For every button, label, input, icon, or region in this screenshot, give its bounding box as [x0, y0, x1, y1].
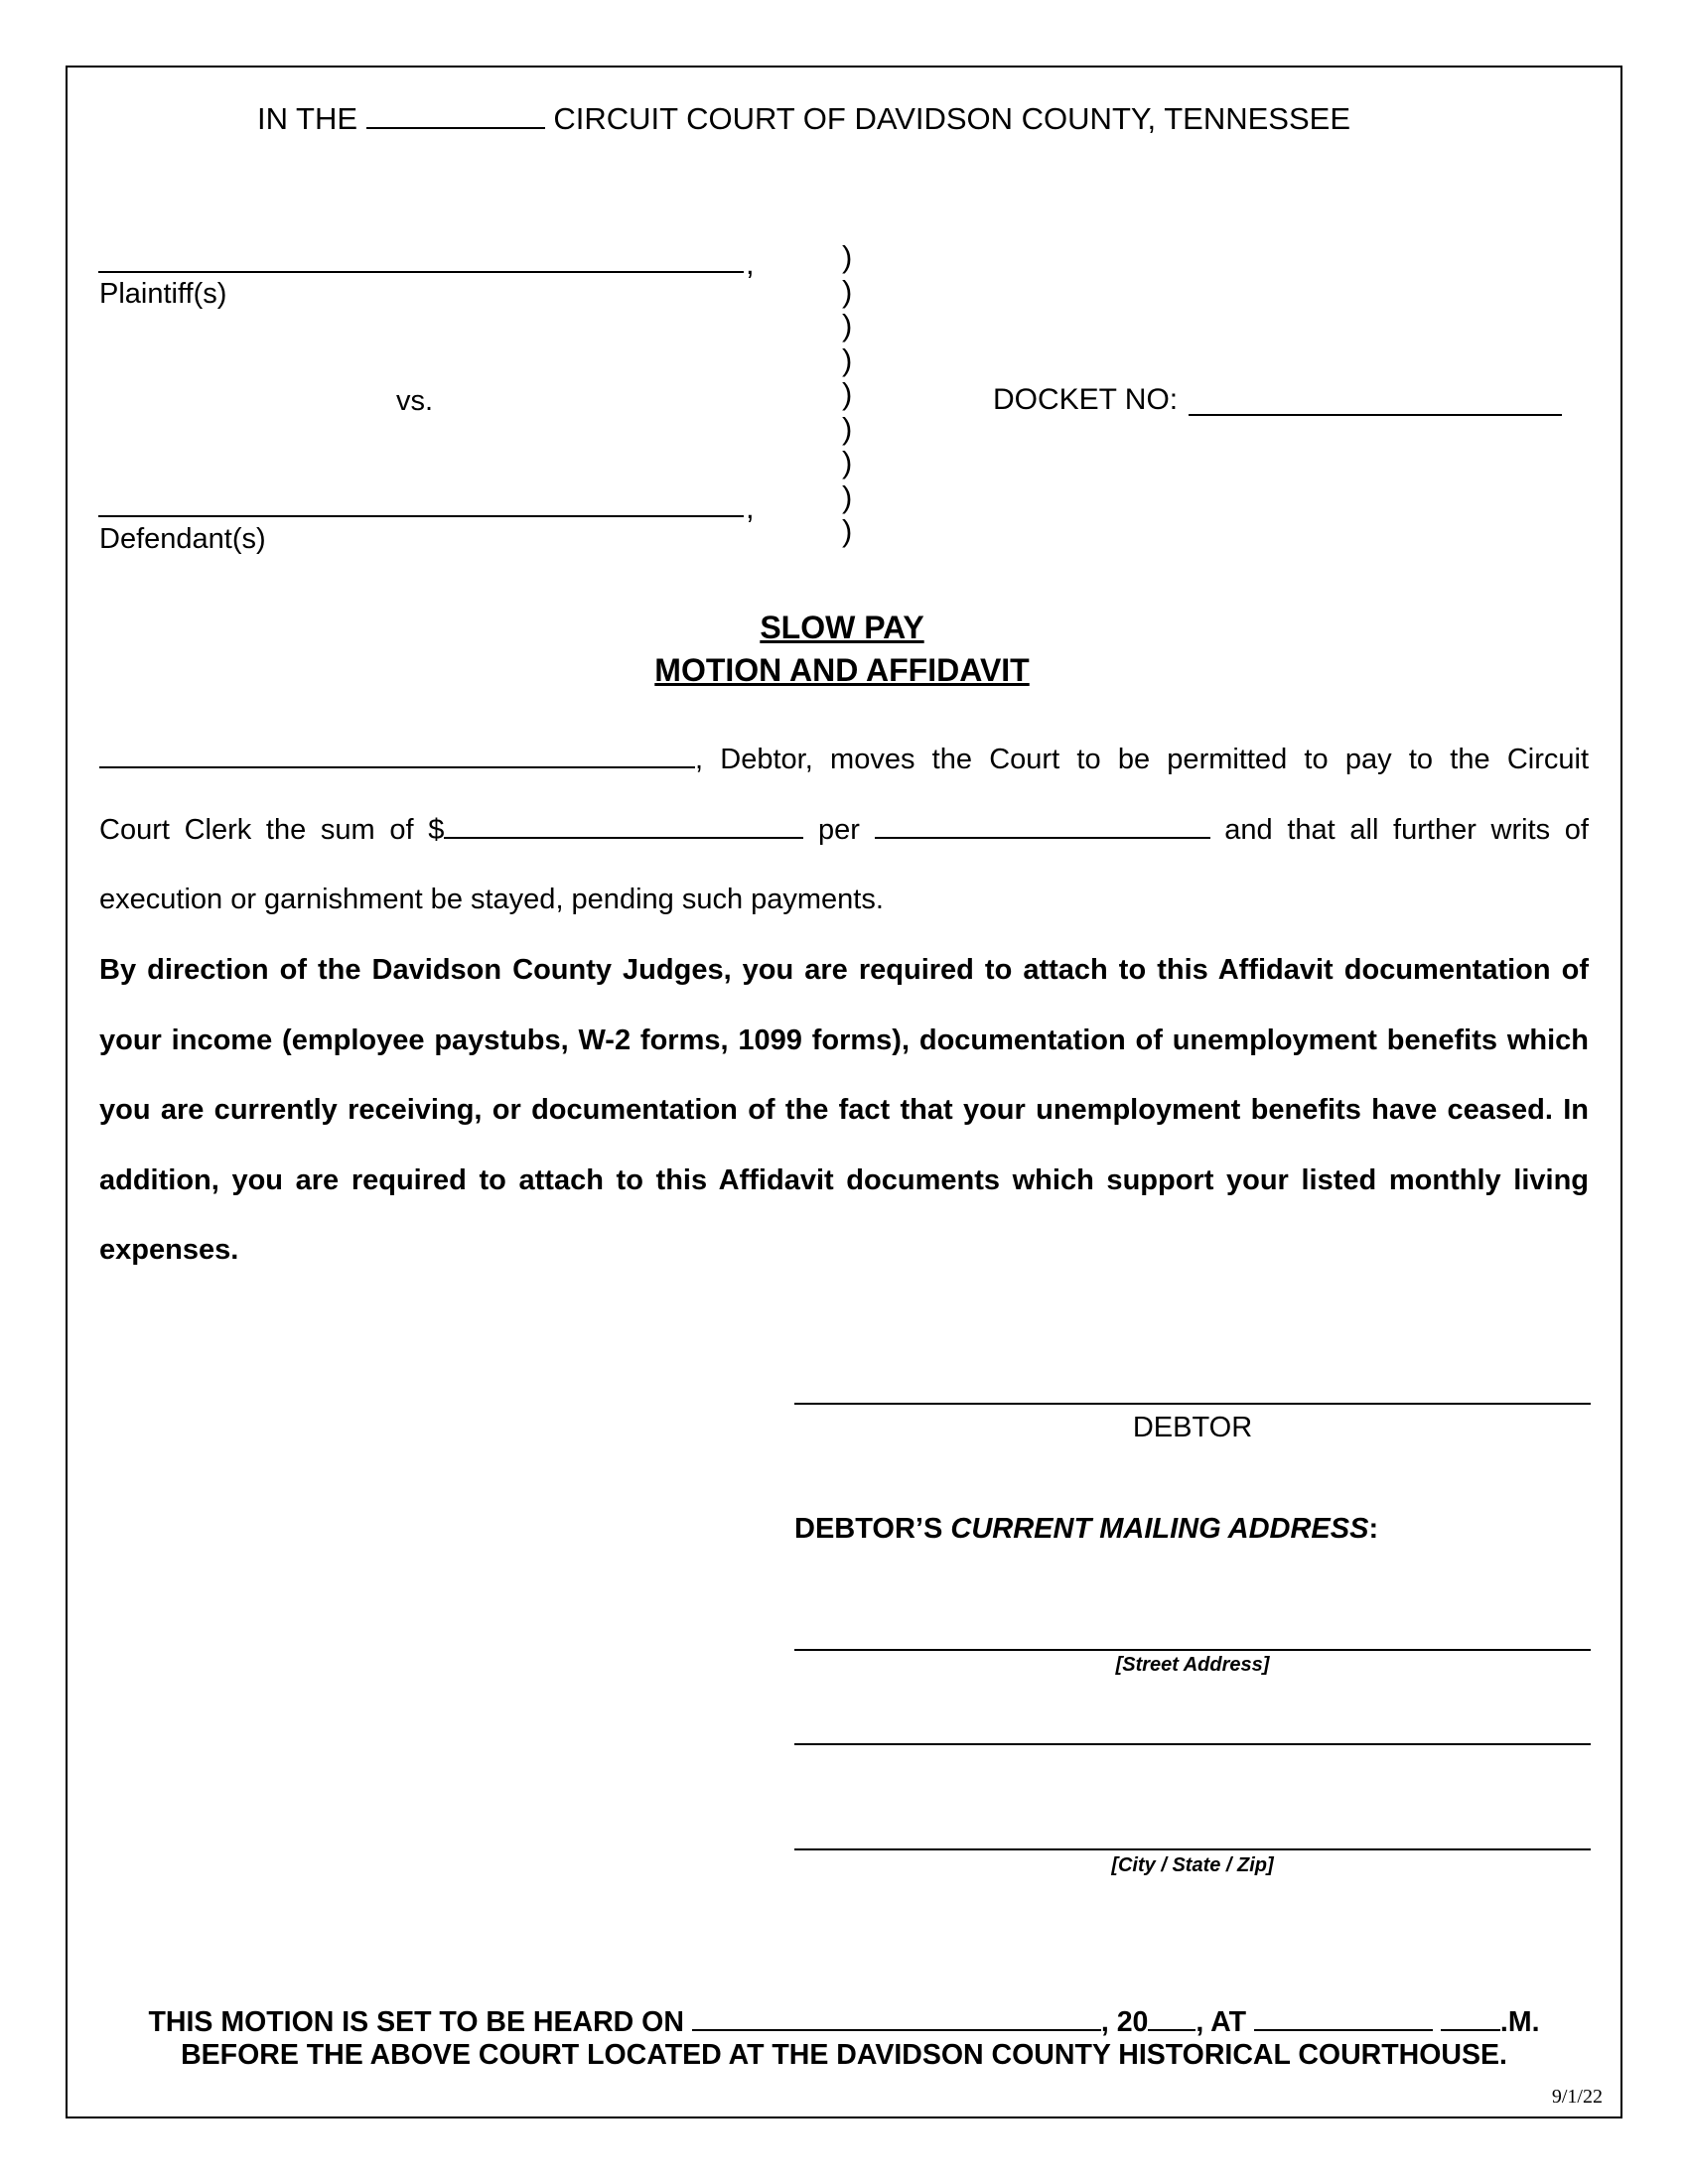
mailing-address-heading-c: :	[1368, 1513, 1379, 1545]
motion-line-2	[99, 795, 1589, 866]
defendant-name-line[interactable]	[98, 515, 744, 517]
hearing-time-blank[interactable]	[1254, 2005, 1433, 2031]
paren: )	[842, 445, 853, 479]
mailing-address-heading-b: CURRENT MAILING ADDRESS	[950, 1513, 1369, 1545]
street-address-line[interactable]	[794, 1649, 1591, 1651]
defendant-comma: ,	[746, 490, 755, 525]
attachment-instructions: By direction of the Davidson County Judges, you are required to attach to this Affidavit documentation of your income (employee paystubs, W-2 forms, 1099 forms), documentation of unemployment benefits which you are currently receiving, or documentation of the fact that your unemployment benefits have ceased. In addition, you are required to attach to this Affidavit documents which support your listed monthly living expenses.	[99, 954, 1589, 1266]
plaintiff-comma: ,	[746, 246, 755, 281]
court-heading-prefix: IN THE	[257, 101, 358, 136]
paren: )	[842, 308, 853, 342]
hearing-text-b: , 20	[1100, 2006, 1149, 2038]
form-title-line2: MOTION AND AFFIDAVIT	[654, 652, 1030, 688]
hearing-ampm-blank[interactable]	[1441, 2005, 1500, 2031]
caption-parenthesis-column	[842, 240, 852, 549]
motion-line-2-b: per	[818, 813, 860, 846]
mailing-address-heading-a: DEBTOR’S	[794, 1513, 951, 1545]
hearing-notice-line1	[0, 2005, 1688, 2040]
hearing-text-d: .M.	[1499, 2006, 1540, 2038]
paren: )	[842, 273, 853, 309]
city-state-zip-line[interactable]	[794, 1848, 1591, 1850]
motion-line-2-a: Court Clerk the sum of $	[99, 813, 445, 846]
payment-amount-blank[interactable]	[444, 813, 803, 839]
court-division-blank[interactable]	[366, 99, 545, 129]
street-address-caption: [Street Address]	[1115, 1654, 1270, 1676]
paren: )	[842, 376, 853, 411]
motion-line-3: execution or garnishment be stayed, pending such payments.	[99, 884, 884, 915]
paren: )	[842, 513, 853, 548]
address-line-2[interactable]	[794, 1743, 1591, 1745]
plaintiff-label: Plaintiff(s)	[99, 278, 227, 310]
form-version-date: 9/1/22	[1551, 2086, 1603, 2108]
paren: )	[842, 478, 853, 514]
hearing-year-blank[interactable]	[1148, 2005, 1196, 2031]
motion-line-2-c: and that all further writs of	[1224, 813, 1589, 846]
hearing-notice-line2: BEFORE THE ABOVE COURT LOCATED AT THE DAVIDSON COUNTY HISTORICAL COURTHOUSE.	[181, 2039, 1507, 2071]
form-title-line1: SLOW PAY	[760, 610, 924, 645]
motion-line-1	[99, 725, 1589, 795]
city-state-zip-caption: [City / State / Zip]	[1111, 1854, 1274, 1876]
plaintiff-name-line[interactable]	[98, 271, 744, 273]
hearing-date-blank[interactable]	[692, 2005, 1101, 2031]
paren: )	[842, 341, 853, 377]
payment-period-blank[interactable]	[875, 813, 1210, 839]
mailing-address-heading	[794, 1513, 1378, 1546]
debtor-signature-line[interactable]	[794, 1403, 1591, 1405]
court-heading-name: CIRCUIT COURT OF DAVIDSON COUNTY, TENNESSEE	[553, 101, 1350, 136]
debtor-name-blank[interactable]	[99, 743, 695, 768]
debtor-label: DEBTOR	[1132, 1412, 1253, 1443]
paren: )	[842, 239, 853, 274]
hearing-text-a: THIS MOTION IS SET TO BE HEARD ON	[148, 2006, 684, 2038]
docket-number-line[interactable]	[1189, 414, 1562, 416]
versus-label: vs.	[396, 385, 434, 417]
court-heading	[257, 99, 1350, 137]
defendant-label: Defendant(s)	[99, 523, 266, 555]
motion-paragraph	[99, 725, 1589, 935]
motion-line-1-text: , Debtor, moves the Court to be permitted to pay to the Circuit	[695, 744, 1589, 775]
hearing-text-c: , AT	[1196, 2006, 1247, 2038]
docket-label: DOCKET NO:	[993, 383, 1179, 416]
paren: )	[842, 410, 853, 446]
